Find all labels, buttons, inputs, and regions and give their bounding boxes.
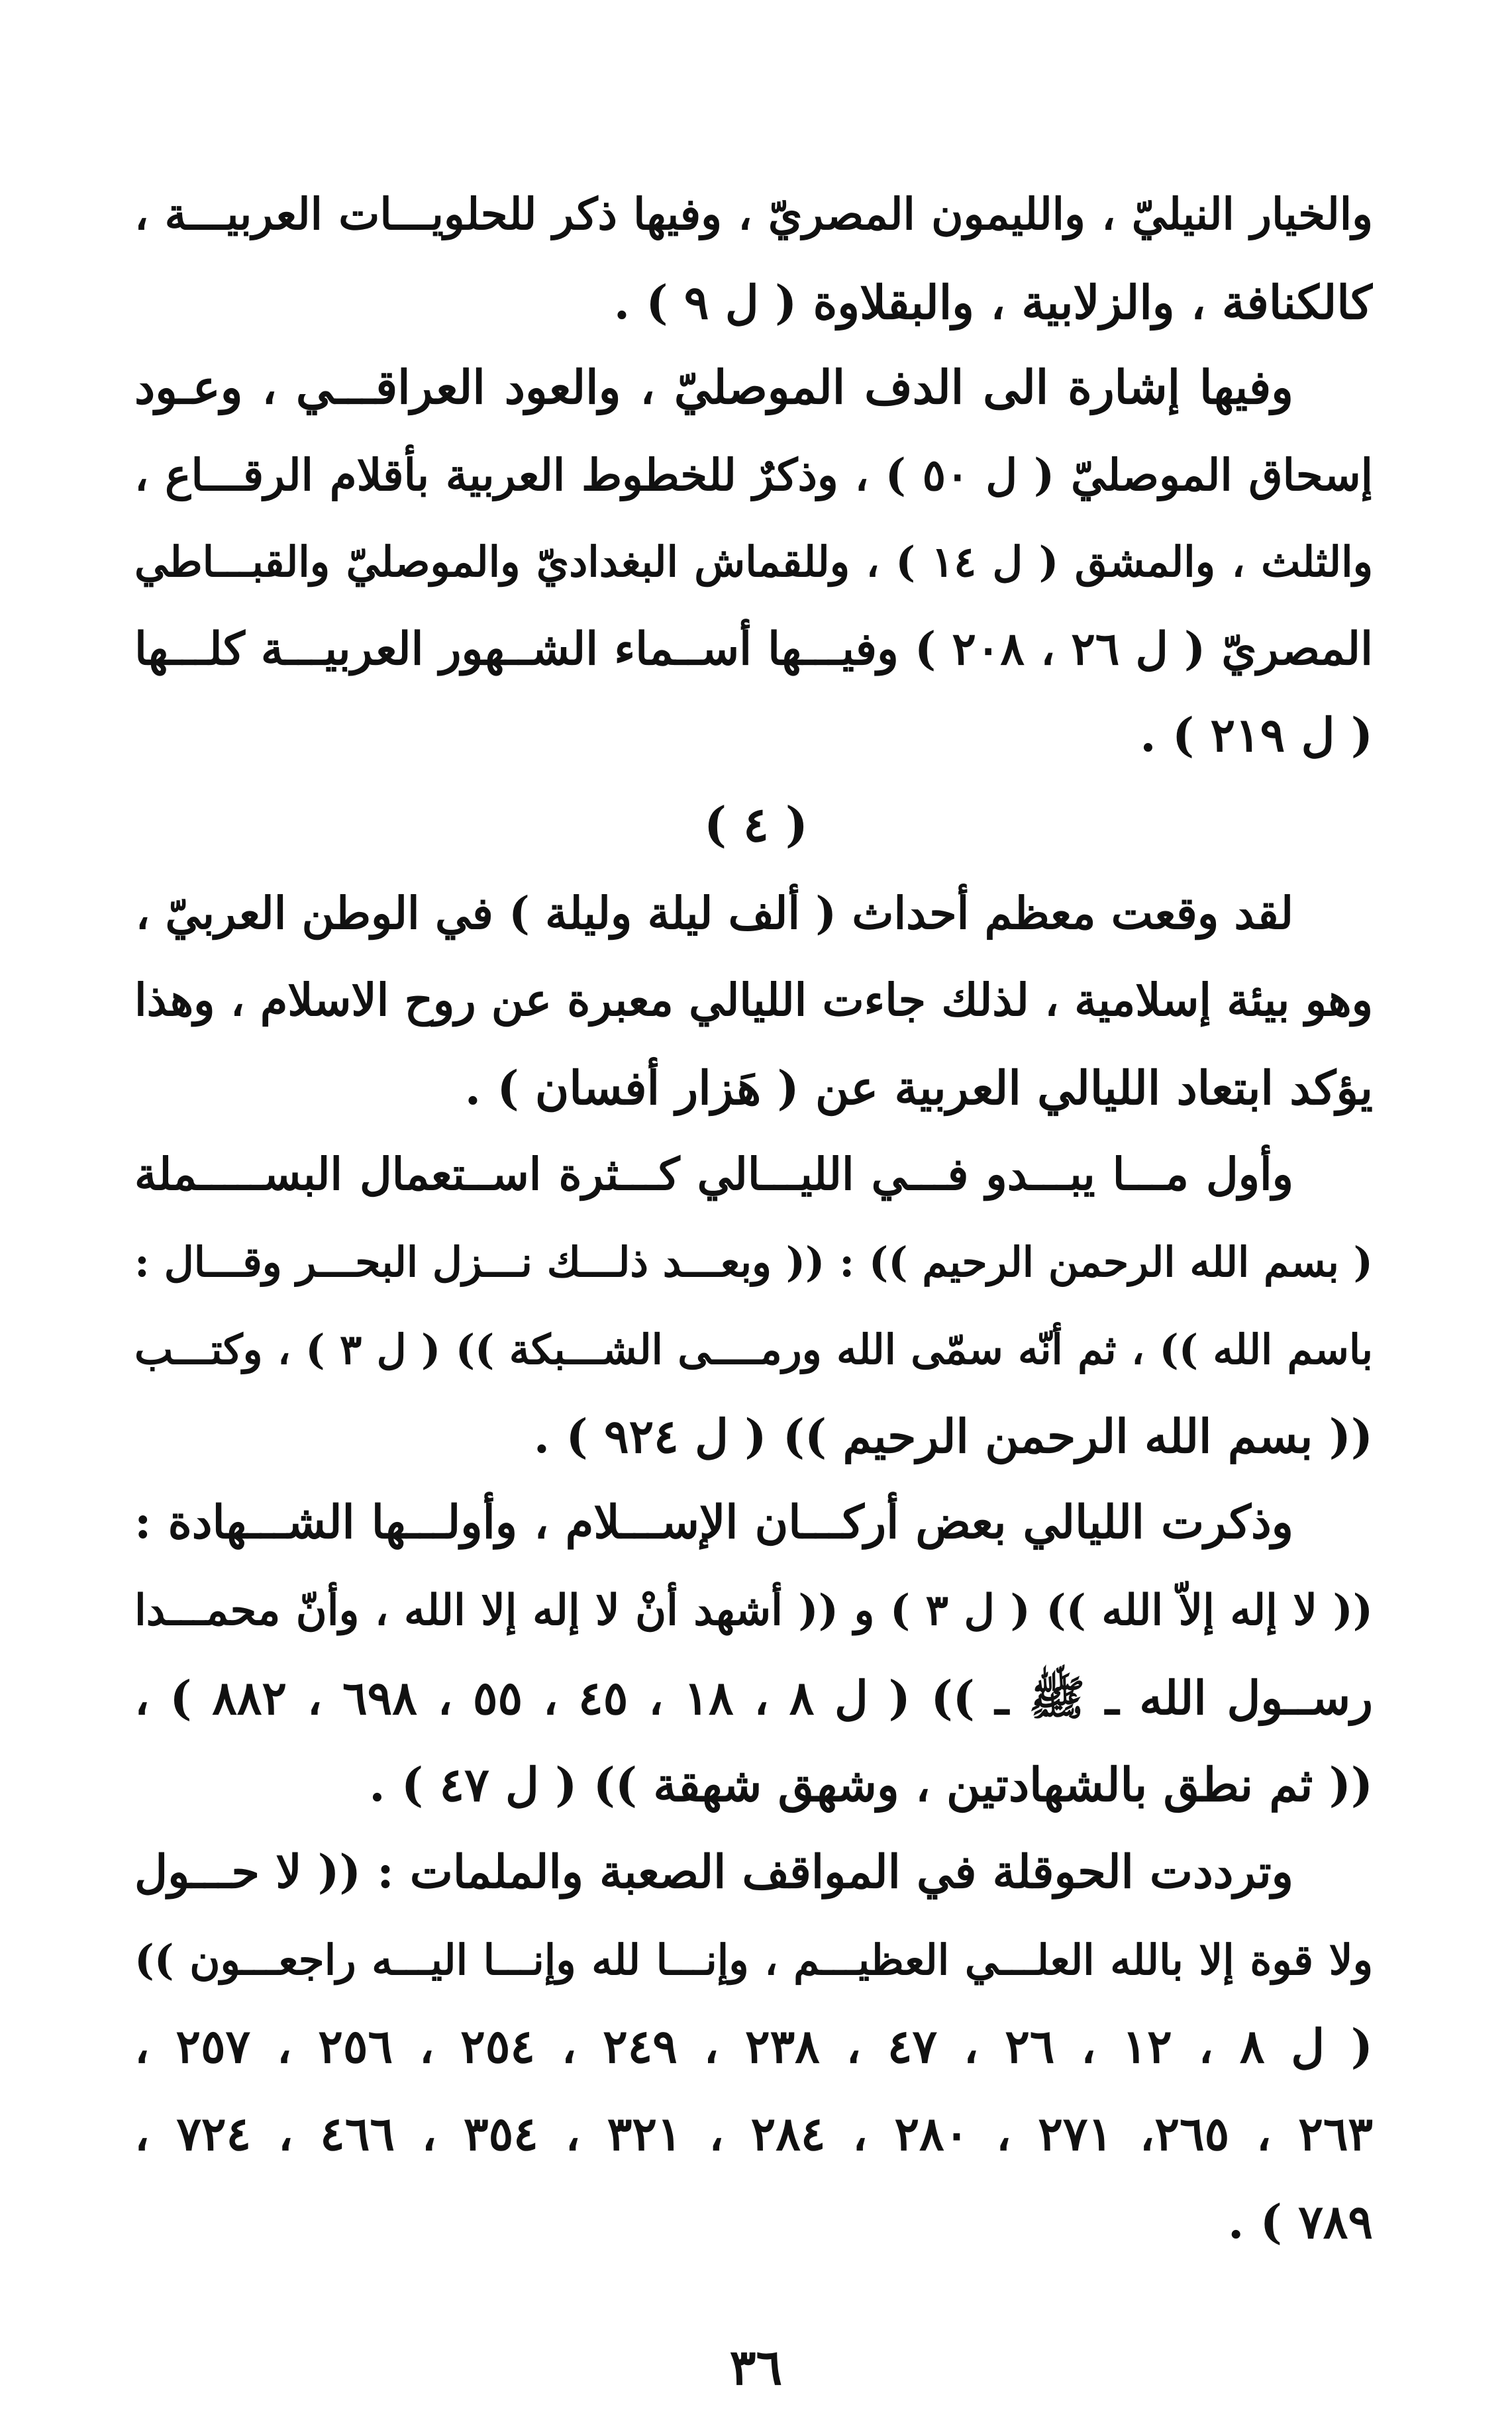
text-line-12: وأول مـــا يبـــدو فـــي الليـــالي كـــثرة اســتعمال البســـــملة: [134, 1148, 1293, 1200]
text-line-6: المصريّ ( ل ٢٦ ، ٢٠٨ ) وفيـــها أســماء الشــهور العربيـــة كلـــها: [134, 623, 1373, 676]
text-line-23: ٢٦٣ ، ٢٦٥، ٢٧١ ، ٢٨٠ ، ٢٨٤ ، ٣٢١ ، ٣٥٤ ، ٤٦٦ ، ٧٢٤ ،: [134, 2106, 1373, 2161]
text-line-11: يؤكد ابتعاد الليالي العربية عن ( هَزار أفسان ) .: [464, 1060, 1373, 1115]
text-line-22: ( ل ٨ ، ١٢ ، ٢٦ ، ٤٧ ، ٢٣٨ ، ٢٤٩ ، ٢٥٤ ، ٢٥٦ ، ٢٥٧ ،: [134, 2019, 1373, 2074]
text-line-15: (( بسم الله الرحمن الرحيم )) ( ل ٩٢٤ ) .: [533, 1409, 1373, 1464]
section-number: ( ٤ ): [704, 796, 808, 852]
text-line-14: باسم الله )) ، ثم أنّه سمّى الله ورمــــى الشـــبكة )) ( ل ٣ ) ، وكتـــب: [134, 1325, 1373, 1374]
text-line-20: وترددت الحوقلة في المواقف الصعبة والملمات : (( لا حـــول: [134, 1845, 1293, 1899]
text-line-4: إسحاق الموصليّ ( ل ٥٠ ) ، وذكرٌ للخطوط العربية بأقلام الرقـــاع ،: [134, 449, 1373, 501]
text-line-7: ( ل ٢١٩ ) .: [1140, 707, 1373, 762]
text-line-3: وفيها إشارة الى الدف الموصليّ ، والعود العراقـــي ، وعـود: [134, 360, 1293, 415]
text-line-21: ولا قوة إلا بالله العلـــي العظيـــم ، وإنـــا لله وإنـــا اليـــه راجعـــون )): [134, 1935, 1373, 1984]
text-line-9: لقد وقعت معظم أحداث ( ألف ليلة وليلة ) في الوطن العربيّ ،: [135, 887, 1293, 939]
text-line-24: ٧٨٩ ) .: [1227, 2194, 1373, 2249]
text-line-18: رســول الله ـ ﷺ ـ )) ( ل ٨ ، ١٨ ، ٤٥ ، ٥٥ ، ٦٩٨ ، ٨٨٢ ) ،: [134, 1670, 1373, 1725]
text-line-13: ( بسم الله الرحمن الرحيم )) : (( وبعـــد ذلـــك نـــزل البحـــر وقـــال :: [134, 1238, 1373, 1286]
text-line-5: والثلث ، والمشق ( ل ١٤ ) ، وللقماش البغداديّ والموصليّ والقبـــاطي: [134, 537, 1373, 586]
text-line-16: وذكرت الليالي بعض أركـــان الإســـلام ، وأولـــها الشـــهادة :: [134, 1495, 1293, 1549]
text-line-17: (( لا إله إلاّ الله )) ( ل ٣ ) و (( أشهد أنْ لا إله إلا الله ، وأنّ محمـــدا: [134, 1586, 1373, 1635]
text-line-19: (( ثم نطق بالشهادتين ، وشهق شهقة )) ( ل ٤٧ ) .: [369, 1757, 1373, 1812]
text-line-1: والخيار النيليّ ، والليمون المصريّ ، وفيها ذكر للحلويـــات العربيـــة ،: [134, 188, 1373, 240]
page-number: ٣٦: [729, 2339, 783, 2396]
text-line-2: كالكنافة ، والزلابية ، والبقلاوة ( ل ٩ ) .: [613, 275, 1373, 330]
text-line-10: وهو بيئة إسلامية ، لذلك جاءت الليالي معبرة عن روح الاسلام ، وهذا: [134, 974, 1373, 1026]
